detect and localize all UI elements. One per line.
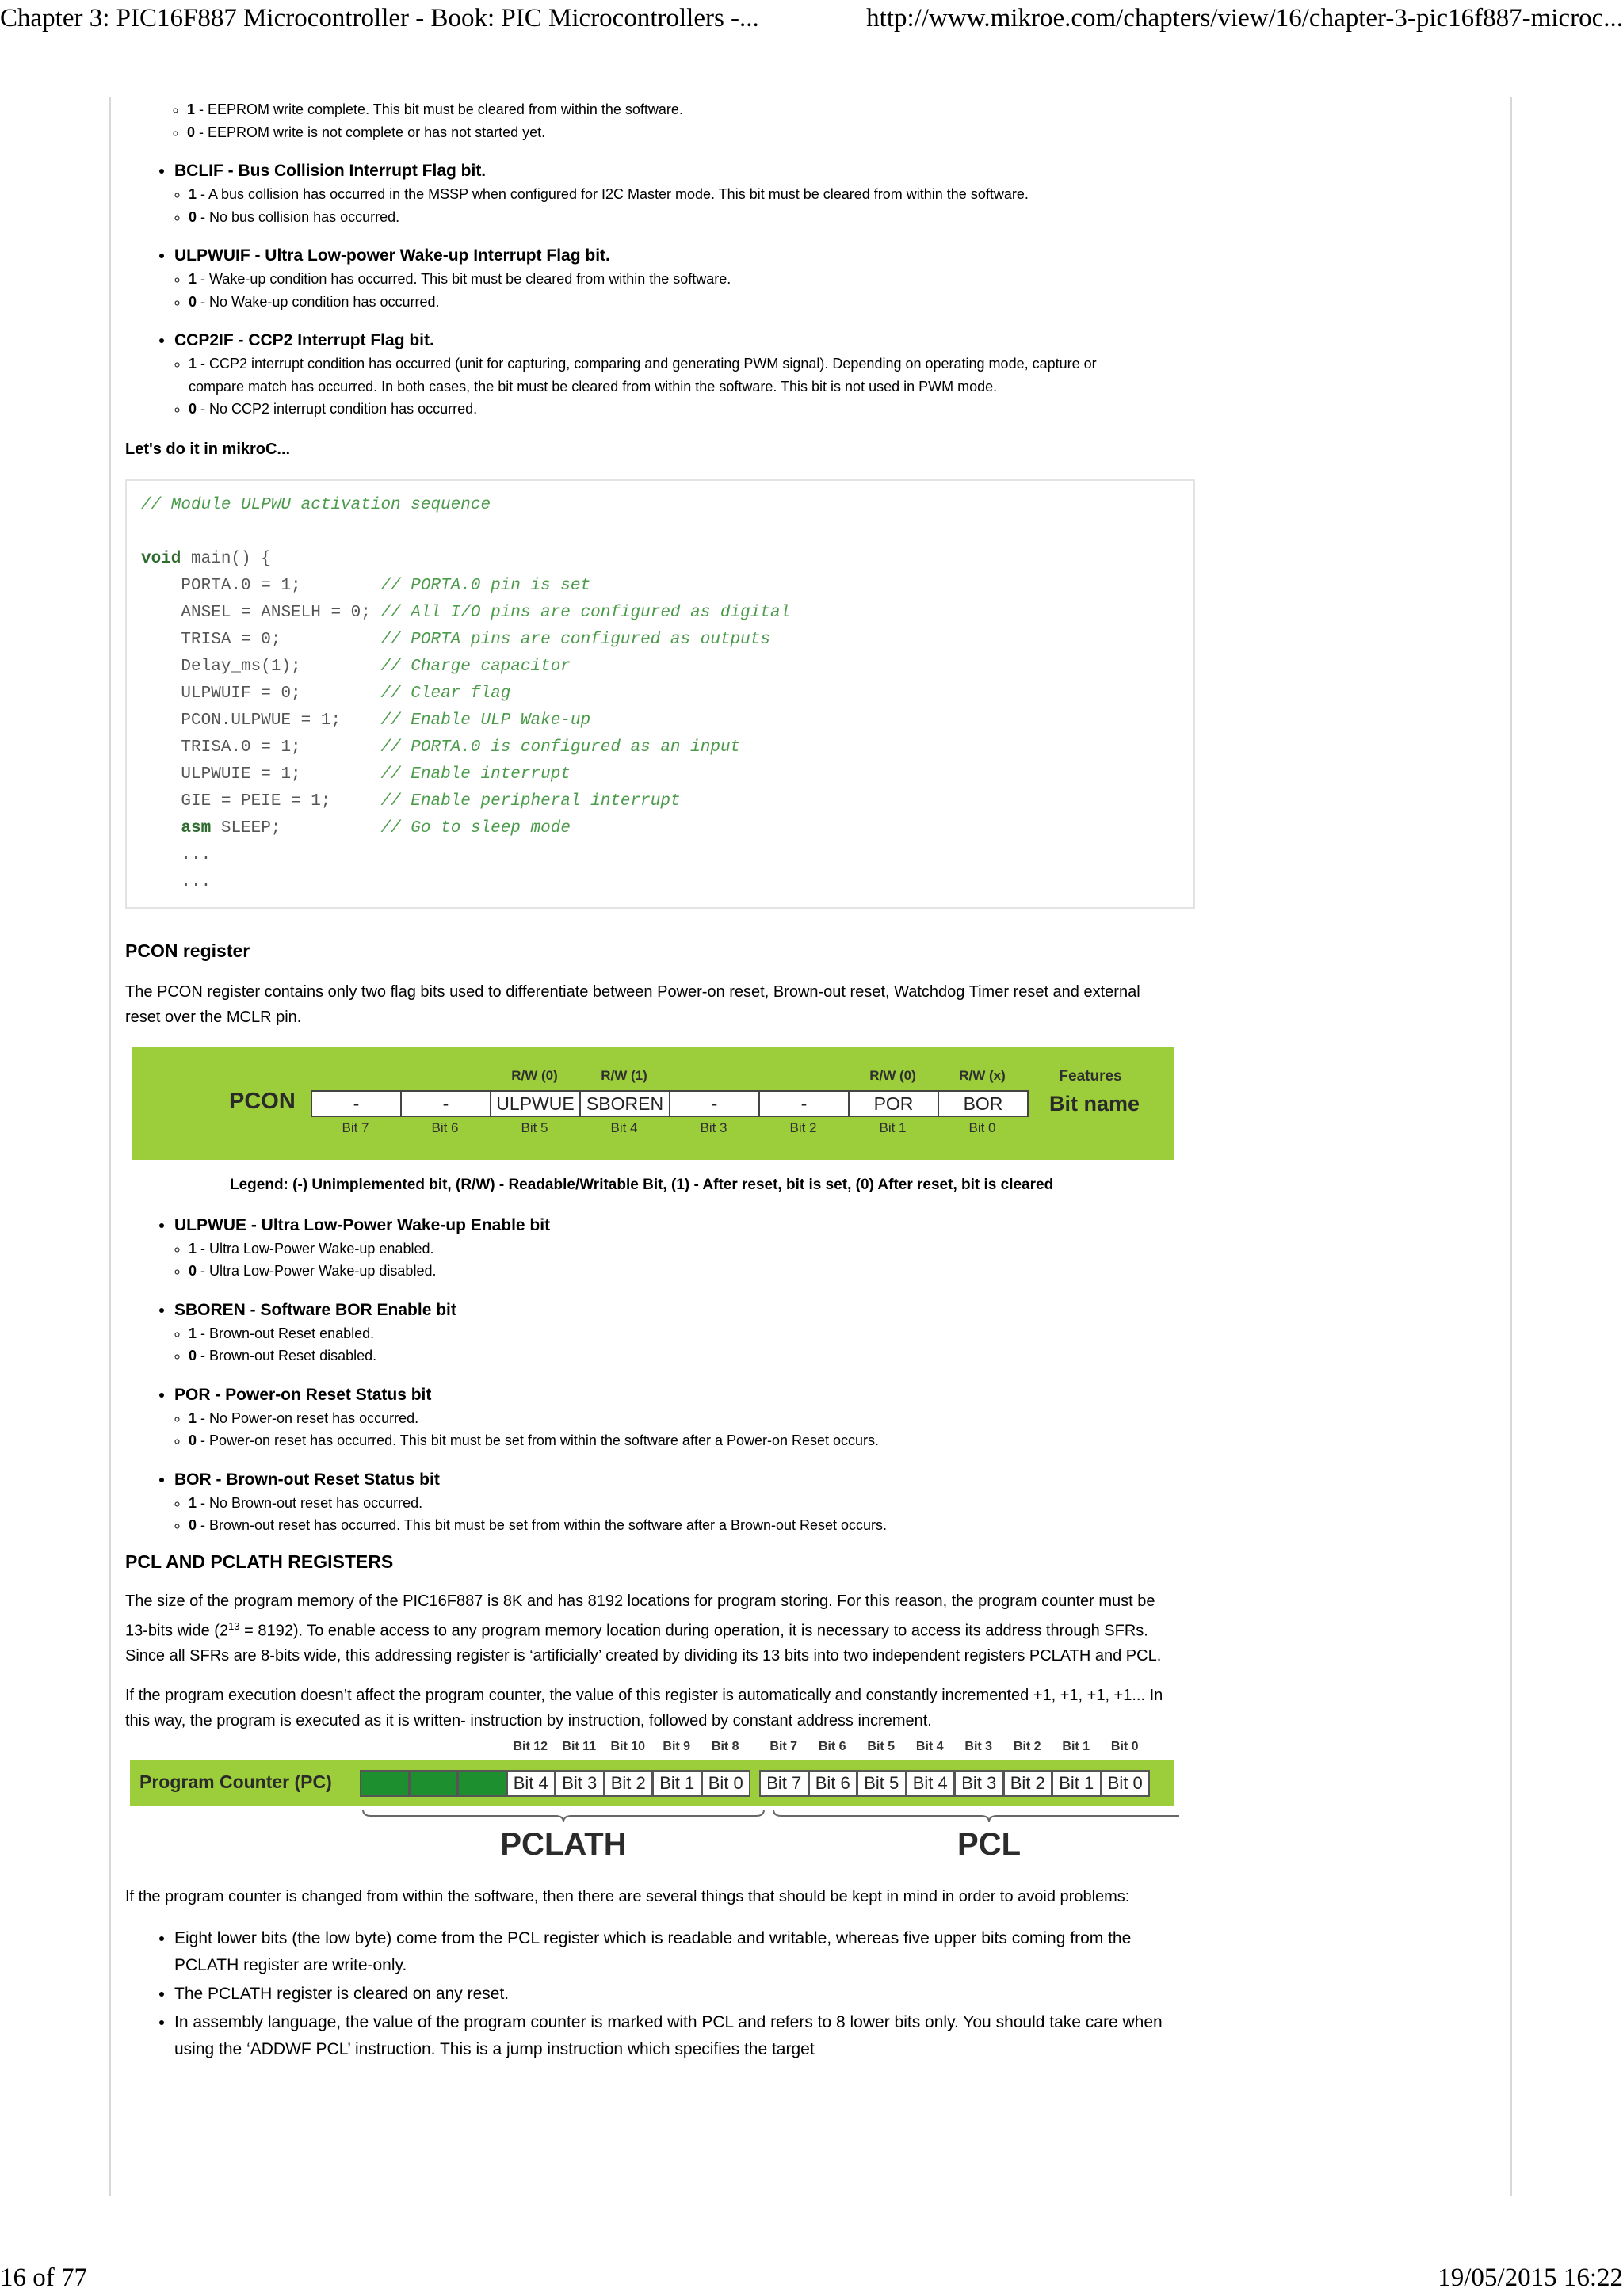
list-item: ◦ 0 - Ultra Low-Power Wake-up disabled. (189, 1260, 1179, 1283)
pc-bit-cell: Bit 2 (604, 1770, 654, 1797)
page-number: 16 of 77 (0, 2264, 87, 2292)
code-line: TRISA.0 = 1; (181, 738, 381, 757)
code-comment: // All I/O pins are configured as digital (380, 603, 791, 622)
pc-bit-cell: Bit 3 (555, 1770, 605, 1797)
pc-bit-cell: Bit 4 (906, 1770, 956, 1797)
list-item: ◦ 1 - Ultra Low-Power Wake-up enabled. (189, 1238, 1179, 1261)
list-item: ◦ 0 - Brown-out reset has occurred. This bit must be set from within the software after a Brown-out Reset occurs. (189, 1514, 1179, 1537)
pcl-brace (773, 1810, 1179, 1822)
pc-bit-cell: Bit 0 (1101, 1770, 1151, 1797)
pcon-bit-cell: - (311, 1090, 402, 1117)
code-keyword: asm (181, 818, 212, 837)
bit-title: • ULPWUIF - Ultra Low-power Wake-up Interrupt Flag bit. (174, 246, 610, 265)
pcon-bit-number: Bit 6 (431, 1119, 459, 1135)
code-line: GIE = PEIE = 1; (181, 791, 381, 810)
pc-bit-cell: Bit 5 (857, 1770, 907, 1797)
pcl-paragraph-2: If the program execution doesn’t affect the program counter, the value of this register is automatically and constantly incremented +1, +1, +1, +1... In this way, the program is executed as it is written- instruction by instruction, followed by constant address increment. (125, 1687, 1163, 1730)
pc-label: Program Counter (PC) (139, 1772, 332, 1793)
code-comment: // Go to sleep mode (380, 818, 571, 837)
code-comment: // PORTA.0 pin is set (380, 576, 591, 595)
pcon-bit-cell: - (669, 1090, 760, 1117)
bit-description (174, 159, 1179, 228)
bit-title: • POR - Power-on Reset Status bit (174, 1385, 432, 1404)
code-text: main() { (181, 549, 271, 568)
bit-title: • ULPWUE - Ultra Low-Power Wake-up Enable bit (174, 1215, 551, 1234)
pc-top-bit-label: Bit 6 (818, 1740, 846, 1754)
bit-title: • BOR - Brown-out Reset Status bit (174, 1470, 440, 1489)
print-header (0, 0, 1623, 40)
code-line: ... (181, 872, 212, 891)
code-block (125, 479, 1195, 909)
pc-top-bit-label: Bit 12 (513, 1740, 548, 1754)
pc-top-bit-label: Bit 1 (1062, 1740, 1090, 1754)
pcon-rw-label: R/W (x) (959, 1067, 1006, 1083)
list-item: ◦ 0 - Power-on reset has occurred. This bit must be set from within the software after a Power-on Reset occurs. (189, 1429, 1179, 1452)
pc-top-bit-label: Bit 2 (1013, 1740, 1041, 1754)
pc-unused-cell (409, 1770, 459, 1797)
list-item: ◦ 0 - No bus collision has occurred. (189, 206, 1179, 229)
pcon-bit-number: Bit 7 (342, 1119, 369, 1135)
list-item: ◦ 1 - No Power-on reset has occurred. (189, 1407, 1179, 1430)
pc-bit-cell: Bit 2 (1003, 1770, 1053, 1797)
code-line: SLEEP; (211, 818, 381, 837)
pcl-paragraph-1: The size of the program memory of the PIC16F887 is 8K and has 8192 locations for program storing. For this reason, the program counter must be 13-bits wide $(2^{13} = 8192)$. To enable access to any program memory location during operation, it is necessary to access its address through SFRs. Since all SFRs are 8-bits wide, this addressing register is ‘artificially’ created by dividing its 13 bits into two independent registers PCLATH and PCL. (125, 1592, 1162, 1665)
code-comment: // Charge capacitor (380, 657, 571, 676)
pcon-rw-label: R/W (1) (601, 1067, 647, 1083)
left-border (109, 97, 111, 2196)
list-item: ◦ 1 - A bus collision has occurred in the MSSP when configured for I2C Master mode. This bit must be cleared from within the software. (189, 183, 1179, 206)
pcon-bits-list (125, 1214, 1179, 1537)
pcon-register-figure (132, 1047, 1174, 1160)
list-item: ◦ 1 - EEPROM write complete. This bit must be cleared from within the software. (187, 98, 1179, 121)
code-line: ULPWUIE = 1; (181, 765, 381, 784)
pcon-bit-cell: - (758, 1090, 850, 1117)
code-comment: // PORTA.0 is configured as an input (380, 738, 741, 757)
code-comment: // Module ULPWU activation sequence (141, 495, 491, 514)
pc-top-bit-label: Bit 3 (964, 1740, 993, 1754)
pc-bar (130, 1760, 1174, 1806)
register-name: PCON (229, 1088, 296, 1114)
pcon-bit-cell: - (400, 1090, 491, 1117)
bit-name-label: Bit name (1049, 1091, 1140, 1116)
eeprom-sub-list (125, 98, 1179, 143)
pcon-rw-label: R/W (0) (869, 1067, 916, 1083)
lets-do-label: Let's do it in mikroC... (125, 440, 291, 458)
pc-bit-cell: Bit 7 (759, 1770, 809, 1797)
pcl-notes-list (125, 1925, 1165, 2063)
list-item: ◦ 1 - Brown-out Reset enabled. (189, 1322, 1179, 1345)
pcon-bit-number: Bit 0 (968, 1119, 996, 1135)
pcon-bit-cell: SBOREN (579, 1090, 670, 1117)
pcon-bit-number: Bit 5 (521, 1119, 548, 1135)
list-item: ◦ 0 - No CCP2 interrupt condition has occurred. (189, 398, 1116, 421)
pc-bit-cell: Bit 3 (954, 1770, 1004, 1797)
pcon-bit-number: Bit 4 (610, 1119, 638, 1135)
print-datetime: 19/05/2015 16:22 (1438, 2264, 1623, 2292)
pc-bit-cell: Bit 0 (701, 1770, 751, 1797)
bit-description (174, 1214, 1179, 1283)
pc-bit-cell: Bit 4 (506, 1770, 556, 1797)
features-label: Features (1059, 1067, 1122, 1085)
pcon-rw-label: R/W (0) (511, 1067, 558, 1083)
pcon-bit-number: Bit 2 (789, 1119, 817, 1135)
pc-top-bit-label: Bit 9 (663, 1740, 691, 1754)
code-comment: // Clear flag (380, 684, 511, 703)
list-item: ◦ 0 - Brown-out Reset disabled. (189, 1344, 1179, 1367)
bit-description (174, 1299, 1179, 1367)
page-content (125, 93, 1179, 2065)
list-item: • In assembly language, the value of the program counter is marked with PCL and refers to 8 lower bits only. You should take care when using the ‘ADDWF PCL’ instruction. This is a jump instruction which specifies the target (174, 2009, 1165, 2063)
code-line: TRISA = 0; (181, 630, 381, 649)
code-comment: // Enable ULP Wake-up (380, 711, 591, 730)
right-border (1510, 97, 1512, 2196)
page-title: Chapter 3: PIC16F887 Microcontroller - Book: PIC Microcontrollers -... (0, 4, 759, 32)
list-item: • The PCLATH register is cleared on any reset. (174, 1981, 1165, 2008)
pcon-intro: The PCON register contains only two flag bits used to differentiate between Power-on reset, Brown-out reset, Watchdog Timer reset and external reset over the MCLR pin. (125, 982, 1140, 1026)
pc-top-bit-label: Bit 11 (562, 1740, 597, 1754)
code-keyword: void (141, 549, 181, 568)
pcl-paragraph-3: If the program counter is changed from within the software, then there are several things that should be kept in mind in order to avoid problems: (125, 1888, 1130, 1906)
pclath-brace (363, 1810, 764, 1822)
pcl-heading: PCL AND PCLATH REGISTERS (125, 1550, 394, 1572)
list-item: ◦ 0 - No Wake-up condition has occurred. (189, 291, 1179, 314)
pc-top-bit-label: Bit 7 (769, 1740, 798, 1754)
bit-title: • BCLIF - Bus Collision Interrupt Flag bit. (174, 162, 487, 180)
page-url[interactable]: http://www.mikroe.com/chapters/view/16/chapter-3-pic16f887-microc... (866, 4, 1623, 32)
pc-top-bit-label: Bit 5 (867, 1740, 896, 1754)
list-item: ◦ 1 - Wake-up condition has occurred. This bit must be cleared from within the software. (189, 268, 1179, 291)
pcon-legend: Legend: (-) Unimplemented bit, (R/W) - Readable/Writable Bit, (1) - After reset, bit is set, (0) After reset, bit is cleared (230, 1176, 1054, 1193)
code-line: PORTA.0 = 1; (181, 576, 381, 595)
pc-top-bit-label: Bit 4 (915, 1740, 944, 1754)
pc-bit-cell: Bit 6 (808, 1770, 858, 1797)
pclath-label: PCLATH (500, 1827, 627, 1863)
list-item: ◦ 1 - No Brown-out reset has occurred. (189, 1492, 1179, 1515)
pc-bit-cell: Bit 1 (1052, 1770, 1102, 1797)
list-item: ◦ 1 - CCP2 interrupt condition has occurred (unit for capturing, comparing and generating PWM signal). Depending on operating mode, capture or compare match has occurred. In both cases, the bit must be cleared from within the software. This bit is not used in PWM mode. (189, 353, 1116, 398)
bit-title: • CCP2IF - CCP2 Interrupt Flag bit. (174, 331, 434, 349)
pcon-bit-cell: ULPWUE (490, 1090, 581, 1117)
code-line: ANSEL = ANSELH = 0; (181, 603, 381, 622)
program-counter-figure (125, 1740, 1179, 1890)
pc-top-bit-label: Bit 8 (711, 1740, 739, 1754)
pcl-label: PCL (957, 1827, 1021, 1863)
bit-description (174, 329, 1179, 421)
pc-top-bit-label: Bit 10 (610, 1740, 646, 1754)
code-comment: // Enable peripheral interrupt (380, 791, 681, 810)
code-line: PCON.ULPWUE = 1; (181, 711, 381, 730)
pc-top-bit-label: Bit 0 (1110, 1740, 1139, 1754)
pc-unused-cell (360, 1770, 410, 1797)
print-footer (0, 2260, 1623, 2296)
bit-description (174, 1383, 1179, 1452)
bit-title: • SBOREN - Software BOR Enable bit (174, 1300, 456, 1319)
pc-unused-cell (457, 1770, 507, 1797)
bit-description (174, 244, 1179, 313)
list-item: • Eight lower bits (the low byte) come from the PCL register which is readable and writable, whereas five upper bits coming from the PCLATH register are write-only. (174, 1925, 1165, 1979)
pcon-bit-number: Bit 1 (879, 1119, 907, 1135)
pir2-bits-list (125, 159, 1179, 421)
code-line: ULPWUIF = 0; (181, 684, 381, 703)
bit-description (174, 1468, 1179, 1537)
code-comment: // Enable interrupt (380, 765, 571, 784)
pcon-bit-number: Bit 3 (700, 1119, 727, 1135)
list-item: ◦ 0 - EEPROM write is not complete or has not started yet. (187, 121, 1179, 144)
pcon-bit-cell: BOR (938, 1090, 1029, 1117)
pcon-heading: PCON register (125, 940, 250, 961)
pcon-bit-cell: POR (848, 1090, 939, 1117)
code-line: ... (181, 845, 212, 864)
pc-bit-cell: Bit 1 (652, 1770, 702, 1797)
code-line: Delay_ms(1); (181, 657, 381, 676)
code-comment: // PORTA pins are configured as outputs (380, 630, 770, 649)
